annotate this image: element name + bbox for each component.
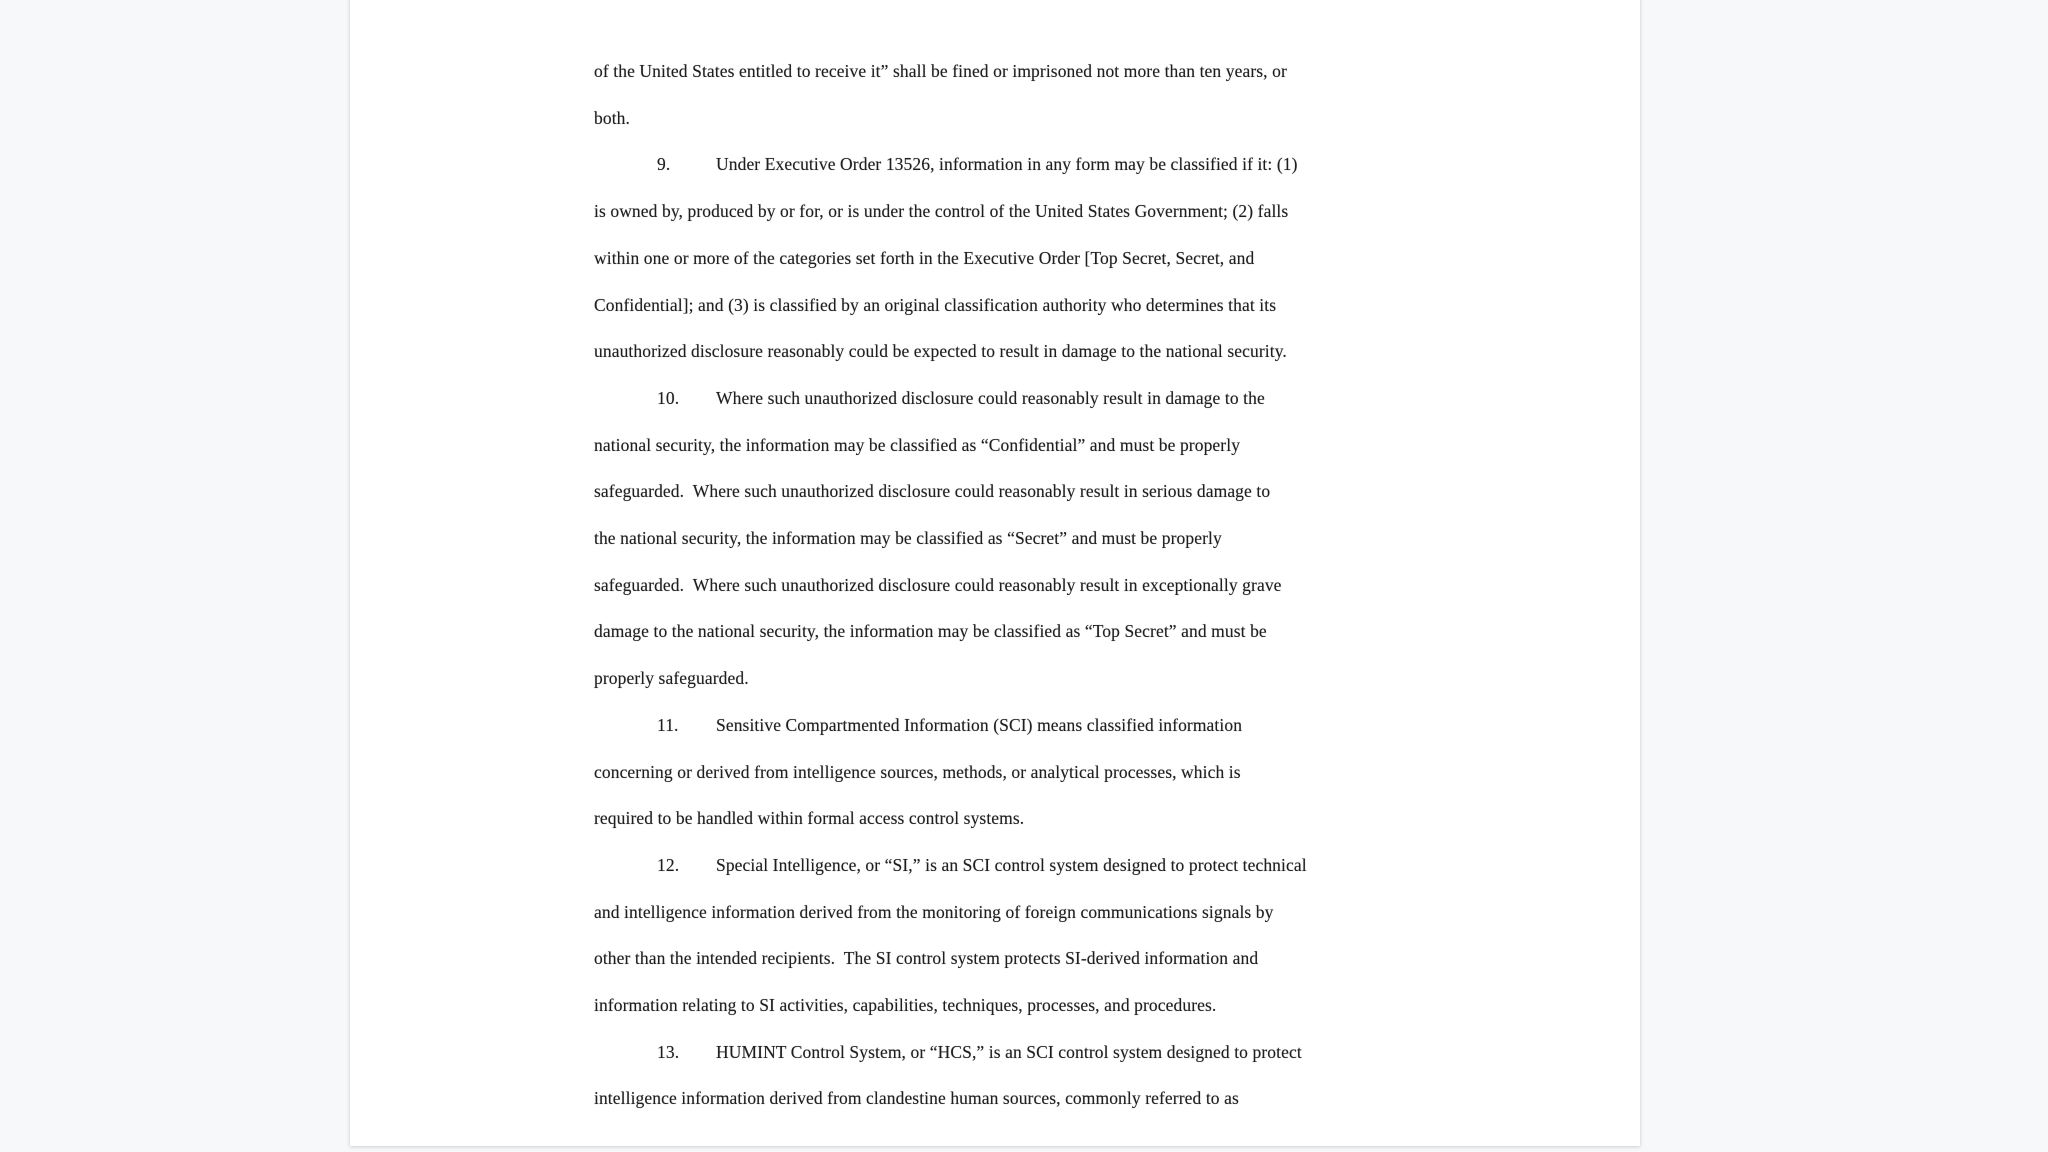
document-line [594,1029,1424,1076]
paragraph-number: 10. [657,387,680,408]
line-text: HUMINT Control System, or “HCS,” is an SCI control system designed to protect [716,1041,1302,1062]
line-text: concerning or derived from intelligence sources, methods, or analytical processes, which is [594,761,1241,782]
document-line [594,188,1424,235]
line-text: other than the intended recipients. The SI control system protects SI-derived information and [594,948,1259,969]
document-line [594,328,1424,375]
document-page[interactable] [350,0,1640,1146]
line-text: is owned by, produced by or for, or is under the control of the United States Government; (2) falls [594,201,1289,222]
document-line [594,468,1424,515]
line-text: safeguarded. Where such unauthorized disclosure could reasonably result in serious damage to [594,481,1271,502]
line-text: information relating to SI activities, capabilities, techniques, processes, and procedures. [594,995,1217,1016]
document-line [594,1075,1424,1122]
document-line [594,282,1424,329]
document-line [594,235,1424,282]
document-line [594,422,1424,469]
line-text: the national security, the information may be classified as “Secret” and must be properly [594,528,1222,549]
document-line [594,935,1424,982]
line-text: of the United States entitled to receive it” shall be fined or imprisoned not more than ten years, or [594,61,1287,81]
line-text: Special Intelligence, or “SI,” is an SCI control system designed to protect technical [716,854,1307,875]
line-text: Where such unauthorized disclosure could reasonably result in damage to the [716,387,1265,408]
line-text: both. [594,107,630,128]
document-line [594,608,1424,655]
line-text: and intelligence information derived from the monitoring of foreign communications signals by [594,901,1274,922]
document-line [594,375,1424,422]
line-text: properly safeguarded. [594,668,749,689]
paragraph-number: 11. [657,714,679,735]
paragraph-number: 9. [657,154,671,175]
line-text: Under Executive Order 13526, information in any form may be classified if it: (1) [716,154,1298,175]
paragraph-number: 12. [657,854,680,875]
document-line [594,515,1424,562]
line-text: damage to the national security, the information may be classified as “Top Secret” and must be [594,621,1267,642]
document-line [594,141,1424,188]
document-line [594,982,1424,1029]
line-text: Sensitive Compartmented Information (SCI) means classified information [716,714,1243,735]
document-line [594,702,1424,749]
document-line [594,562,1424,609]
line-text: national security, the information may be classified as “Confidential” and must be properly [594,434,1241,455]
document-line [594,749,1424,796]
line-text: intelligence information derived from clandestine human sources, commonly referred to as [594,1088,1239,1109]
line-text: unauthorized disclosure reasonably could be expected to result in damage to the national security. [594,341,1287,362]
paragraph-number: 13. [657,1041,680,1062]
document-line [594,48,1424,95]
line-text: within one or more of the categories set forth in the Executive Order [Top Secret, Secret, and [594,247,1255,268]
line-text: safeguarded. Where such unauthorized disclosure could reasonably result in exceptionally grave [594,574,1282,595]
document-line [594,795,1424,842]
line-text: Confidential]; and (3) is classified by an original classification authority who determines that its [594,294,1277,315]
document-line [594,842,1424,889]
line-text: required to be handled within formal access control systems. [594,808,1025,829]
document-line [594,889,1424,936]
document-text-layer [594,48,1424,1122]
document-line [594,655,1424,702]
document-line [594,95,1424,142]
